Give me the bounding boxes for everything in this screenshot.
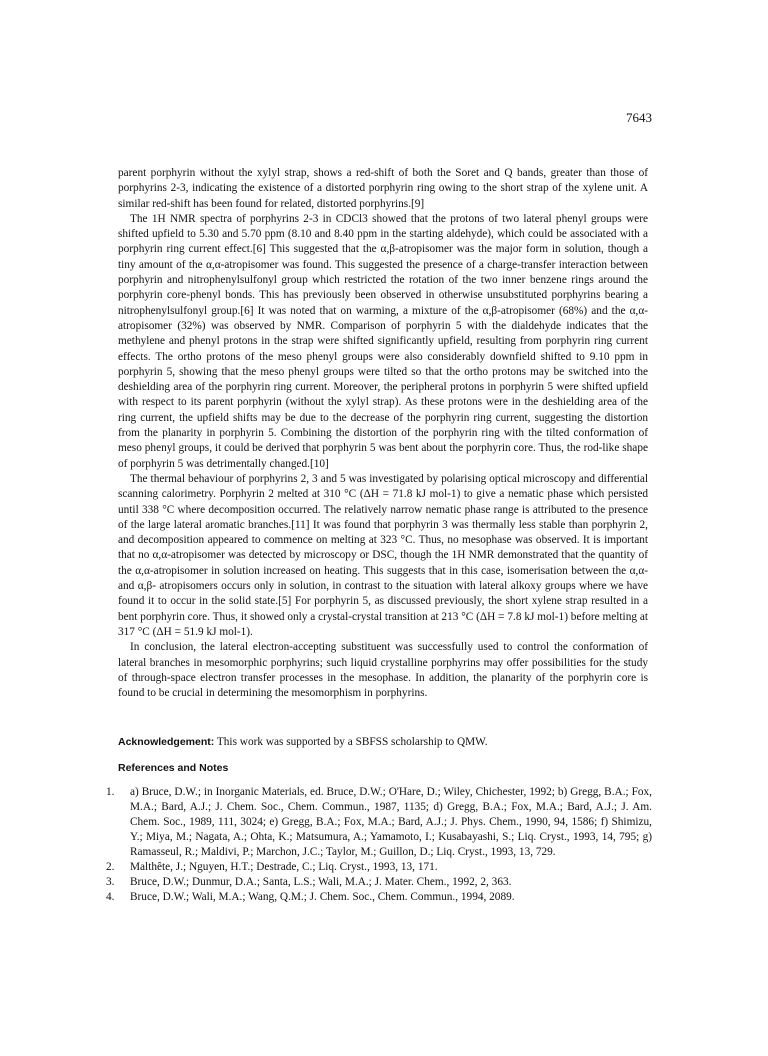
paragraph-thermal: The thermal behaviour of porphyrins 2, 3 and 5 was investigated by polarising optical microscopy and differential scanning calorimetry. Porphyrin 2 melted at 310 °C (ΔH = 71.8 kJ mol-1) to give a nematic phase which persisted until 338 °C where decomposition occurred. The relatively narrow nematic phase range is attributed to the presence of the large lateral aromatic branches.[11] It was found that porphyrin 3 was thermally less stable than porphyrin 2, and decomposition appeared to commence on melting at 323 °C. Thus, no mesophase was observed. It is important that no α,α-atropisomer was detected by microscopy or DSC, though the 1H NMR demonstrated that the quantity of the α,α-atropisomer in solution increased on heating. This suggests that in this case, isomerisation between the α,α- and α,β- atropisomers occurs only in solution, in contrast to the situation with lateral alkoxy groups where we have found it to occur in the solid state.[5] For porphyrin 5, as discussed previously, the short xylene strap resulted in a bent porphyrin core. Thus, it showed only a crystal-crystal transition at 213 °C (ΔH = 7.8 kJ mol-1) before melting at 317 °C (ΔH = 51.9 kJ mol-1). <box>118 472 648 638</box>
acknowledgement <box>118 735 658 750</box>
reference-item <box>106 875 652 890</box>
paragraph-nmr: The 1H NMR spectra of porphyrins 2-3 in CDCl3 showed that the protons of two lateral phenyl groups were shifted upfield to 5.30 and 5.70 ppm (8.10 and 8.40 ppm in the starting aldehyde), which could be associated with a porphyrin ring current effect.[6] This suggested that the α,β-atropisomer was the major form in solution, though a tiny amount of the α,α-atropisomer was found. This suggested the presence of a charge-transfer interaction between porphyrin and nitrophenylsulfonyl group which restricted the rotation of the two inner benzene rings around the porphyrin core-phenyl bonds. This has previously been observed in otherwise unsubstituted porphyrins bearing a nitrophenylsulfonyl group.[6] It was noted that on warming, a mixture of the α,β-atropisomer (68%) and the α,α-atropisomer (32%) was observed by NMR. Comparison of porphyrin 5 with the dialdehyde indicates that the methylene and phenyl protons in the strap were shifted significantly upfield, resulting from porphyrin ring current effects. The ortho protons of the meso phenyl groups were also considerably downfield shifted to 9.10 ppm in porphyrin 5, showing that the meso phenyl groups were tilted so that the ortho protons may be switched into the deshielding area of the porphyrin ring current. Moreover, the peripheral protons in porphyrin 5 were shifted upfield with respect to its parent porphyrin (without the xylyl strap). As these protons were in the deshielding area of the ring current, the upfield shifts may be due to the decrease of the porphyrin ring current, suggesting the distortion from the planarity in porphyrin 5. Combining the distortion of the porphyrin ring with the tilted conformation of meso phenyl groups, it could be derived that porphyrin 5 was bent about the porphyrin core. Thus, the rod-like shape of porphyrin 5 was detrimentally changed.[10] <box>118 212 648 470</box>
acknowledgement-text: This work was supported by a SBFSS scholarship to QMW. <box>214 736 488 748</box>
paragraph-intro: parent porphyrin without the xylyl strap, shows a red-shift of both the Soret and Q bands, greater than those of porphyrins 2-3, indicating the existence of a distorted porphyrin ring owing to the short strap of the xylene unit. A similar red-shift has been found for related, distorted porphyrins.[9] <box>118 167 648 210</box>
reference-text: Bruce, D.W.; Dunmur, D.A.; Santa, L.S.; Wali, M.A.; J. Mater. Chem., 1992, 2, 363. <box>130 876 512 888</box>
reference-number: 4. <box>106 891 115 903</box>
reference-text: Malthête, J.; Nguyen, H.T.; Destrade, C.; Liq. Cryst., 1993, 13, 171. <box>130 861 438 873</box>
reference-item <box>106 890 652 905</box>
reference-text: a) Bruce, D.W.; in Inorganic Materials, ed. Bruce, D.W.; O'Hare, D.; Wiley, Chichester, 1992; b) Gregg, B.A.; Fox, M.A.; Bard, A.J.; J. Chem. Soc., Chem. Commun., 1987, 1135; d) Gregg, B.A.; Fox, M.A.; Bard, A.J.; J. Am. Chem. Soc., 1989, 111, 3024; e) Gregg, B.A.; Fox, M.A.; Bard, A.J.; J. Phys. Chem., 1990, 94, 1586; f) Shimizu, Y.; Miya, M.; Nagata, A.; Ohta, K.; Matsumura, A.; Yamamoto, I.; Kusabayashi, S.; Liq. Cryst., 1993, 14, 795; g) Ramasseul, R.; Maldivi, P.; Marchon, J.C.; Taylor, M.; Guillon, D.; Liq. Cryst., 1993, 13, 729. <box>130 786 652 858</box>
paragraph-conclusion: In conclusion, the lateral electron-accepting substituent was successfully used to control the conformation of lateral branches in mesomorphic porphyrins; such liquid crystalline porphyrins may offer possibilities for the study of through-space electron transfer processes in the mesophase. In addition, the planarity of the porphyrin core is found to be crucial in determining the mesomorphism in porphyrins. <box>118 641 648 700</box>
reference-number: 3. <box>106 876 115 888</box>
reference-list <box>106 785 652 905</box>
reference-number: 1. <box>106 786 115 798</box>
article-body <box>118 166 648 701</box>
reference-item <box>106 860 652 875</box>
reference-number: 2. <box>106 861 115 873</box>
acknowledgement-label: Acknowledgement: <box>118 736 215 748</box>
reference-text: Bruce, D.W.; Wali, M.A.; Wang, Q.M.; J. Chem. Soc., Chem. Commun., 1994, 2089. <box>130 891 515 903</box>
page-number: 7643 <box>626 110 652 125</box>
references-heading: References and Notes <box>118 762 229 774</box>
reference-item <box>106 785 652 860</box>
